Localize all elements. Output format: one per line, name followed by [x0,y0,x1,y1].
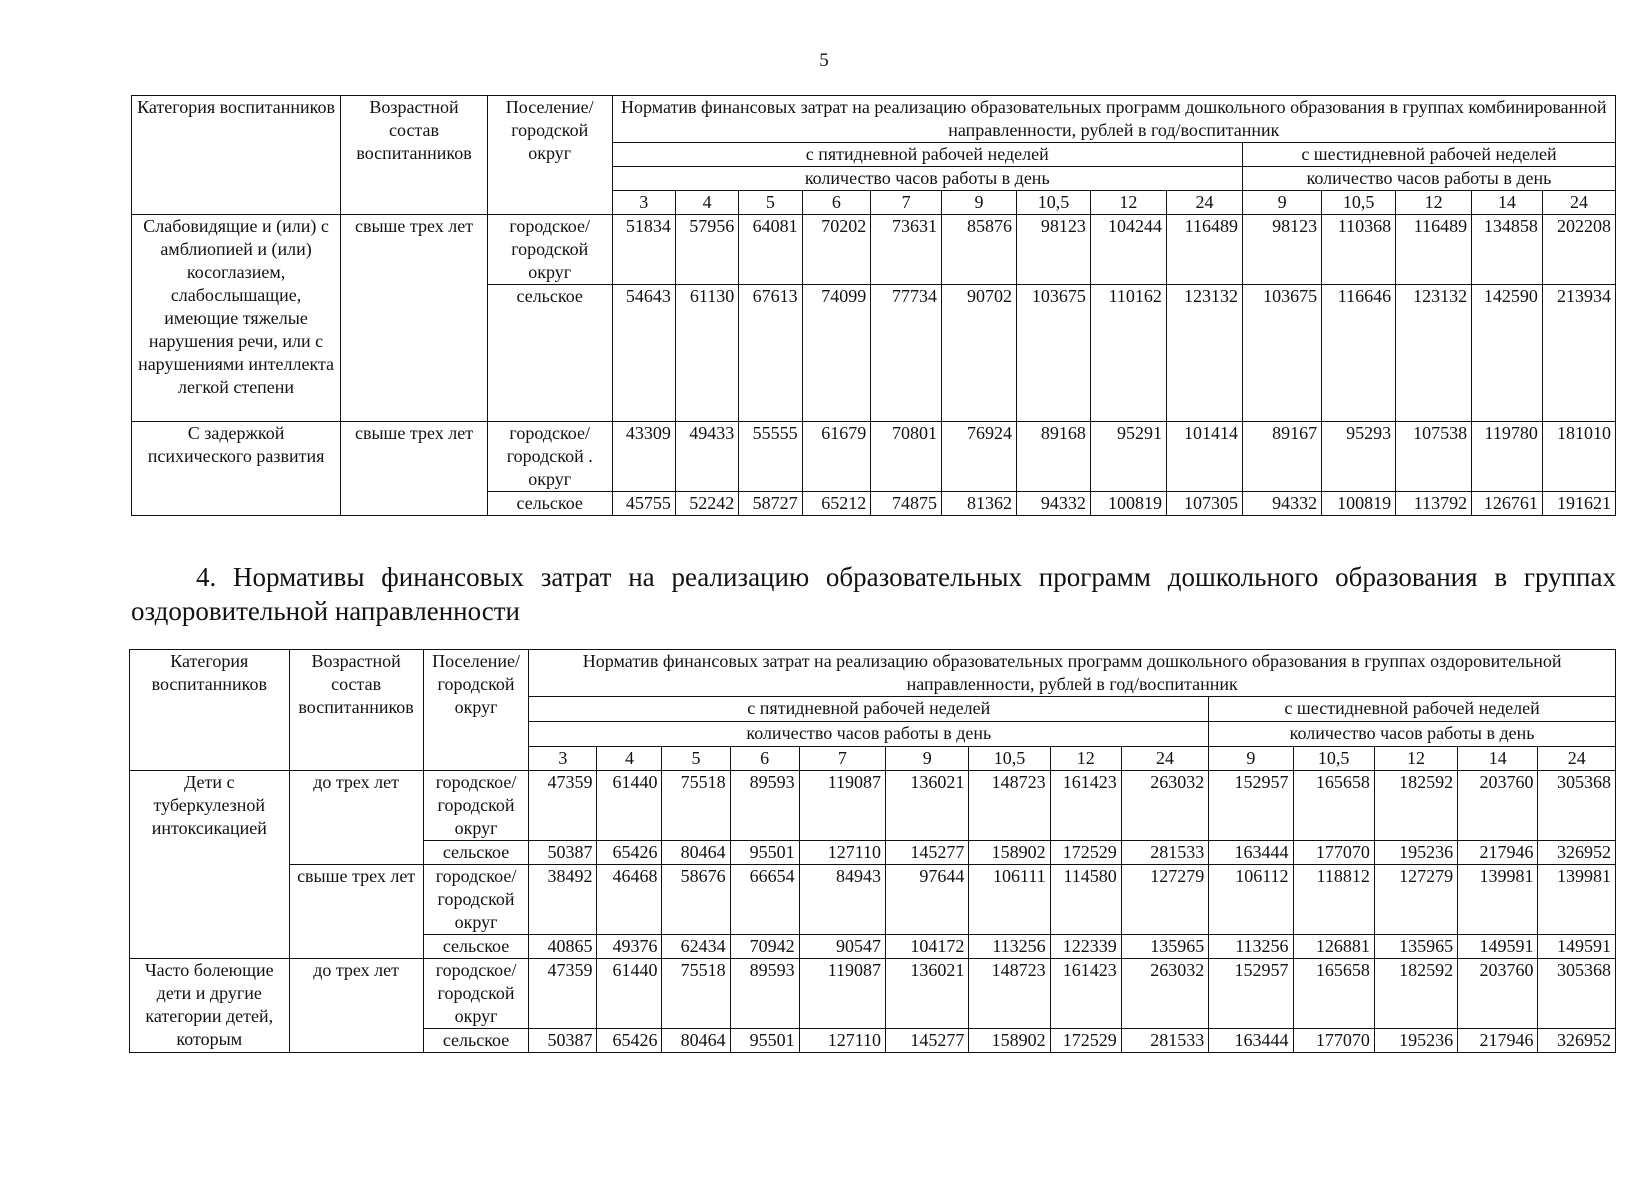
table-row [132,215,1616,285]
value-cell: 61679 [802,422,871,492]
value-cell: 217946 [1458,1029,1538,1053]
age-cell: до трех лет [289,771,423,865]
header-hour: 5 [662,747,730,771]
value-cell: 75518 [662,959,730,1029]
header-hour: 14 [1472,191,1543,215]
age-cell: свыше трех лет [341,422,488,516]
value-cell: 177070 [1293,841,1374,865]
value-cell: 177070 [1293,1029,1374,1053]
age-cell: свыше трех лет [289,865,423,959]
value-cell: 326952 [1538,841,1616,865]
value-cell: 74875 [871,492,942,516]
value-cell: 110368 [1322,215,1396,285]
value-cell: 57956 [675,215,738,285]
header-main: Норматив финансовых затрат на реализацию образовательных программ дошкольного образования в группах комбинированной направленности, рублей в год/воспитанник [612,96,1615,143]
value-cell: 104172 [886,935,969,959]
value-cell: 126761 [1472,492,1543,516]
value-cell: 61440 [597,959,662,1029]
header-five-day: с пятидневной рабочей неделей [612,143,1242,167]
value-cell: 47359 [529,959,597,1029]
table-row [130,959,1616,1029]
value-cell: 45755 [612,492,675,516]
settlement-cell: сельское [423,841,529,865]
header-hour: 12 [1396,191,1472,215]
header-hours-six: количество часов работы в день [1209,722,1616,747]
value-cell: 136021 [886,771,969,841]
value-cell: 203760 [1458,959,1538,1029]
value-cell: 127279 [1374,865,1457,935]
value-cell: 139981 [1538,865,1616,935]
settlement-cell: сельское [423,1029,529,1053]
value-cell: 75518 [662,771,730,841]
table-row [130,771,1616,841]
value-cell: 191621 [1542,492,1615,516]
value-cell: 104244 [1090,215,1166,285]
value-cell: 95293 [1322,422,1396,492]
age-cell: свыше трех лет [341,215,488,422]
value-cell: 118812 [1293,865,1374,935]
value-cell: 85876 [942,215,1017,285]
settlement-cell: городское/ городской округ [423,959,529,1029]
value-cell: 81362 [942,492,1017,516]
value-cell: 50387 [529,1029,597,1053]
value-cell: 163444 [1209,1029,1293,1053]
value-cell: 148723 [969,771,1050,841]
value-cell: 80464 [662,1029,730,1053]
header-hour: 24 [1166,191,1242,215]
value-cell: 326952 [1538,1029,1616,1053]
value-cell: 97644 [886,865,969,935]
settlement-cell: городское/ городской округ [423,771,529,841]
value-cell: 47359 [529,771,597,841]
table-health-orientation [129,649,1616,1053]
value-cell: 107538 [1396,422,1472,492]
header-hours-five: количество часов работы в день [612,167,1242,191]
value-cell: 61440 [597,771,662,841]
age-cell: до трех лет [289,959,423,1053]
value-cell: 98123 [1242,215,1321,285]
value-cell: 94332 [1242,492,1321,516]
header-hour: 14 [1458,747,1538,771]
value-cell: 95501 [730,1029,799,1053]
value-cell: 145277 [886,841,969,865]
value-cell: 106111 [969,865,1050,935]
value-cell: 101414 [1166,422,1242,492]
page-number: 5 [819,50,829,71]
settlement-cell: сельское [487,285,612,422]
value-cell: 50387 [529,841,597,865]
value-cell: 64081 [739,215,802,285]
value-cell: 49433 [675,422,738,492]
settlement-cell: городское/ городской округ [487,215,612,285]
header-hour: 6 [802,191,871,215]
value-cell: 80464 [662,841,730,865]
value-cell: 100819 [1090,492,1166,516]
table-row [132,422,1616,492]
value-cell: 172529 [1050,841,1121,865]
value-cell: 149591 [1458,935,1538,959]
header-hour: 9 [1242,191,1321,215]
value-cell: 123132 [1396,285,1472,422]
value-cell: 43309 [612,422,675,492]
value-cell: 119087 [799,959,885,1029]
settlement-cell: сельское [423,935,529,959]
value-cell: 158902 [969,841,1050,865]
value-cell: 181010 [1542,422,1615,492]
header-hour: 10,5 [969,747,1050,771]
value-cell: 58676 [662,865,730,935]
header-main: Норматив финансовых затрат на реализацию образовательных программ дошкольного образования в группах оздоровительной направленности, рублей в год/воспитанник [529,650,1616,697]
value-cell: 98123 [1016,215,1090,285]
value-cell: 103675 [1242,285,1321,422]
value-cell: 65426 [597,841,662,865]
value-cell: 135965 [1374,935,1457,959]
header-hour: 4 [597,747,662,771]
value-cell: 152957 [1209,771,1293,841]
value-cell: 38492 [529,865,597,935]
settlement-cell: сельское [487,492,612,516]
value-cell: 263032 [1121,959,1208,1029]
value-cell: 107305 [1166,492,1242,516]
value-cell: 40865 [529,935,597,959]
value-cell: 52242 [675,492,738,516]
value-cell: 103675 [1016,285,1090,422]
value-cell: 116646 [1322,285,1396,422]
value-cell: 163444 [1209,841,1293,865]
value-cell: 114580 [1050,865,1121,935]
value-cell: 182592 [1374,771,1457,841]
section-4-heading-text: 4. Нормативы финансовых затрат на реализацию образовательных программ дошкольного образования в группах оздоровительной направленности [131,562,1616,626]
value-cell: 263032 [1121,771,1208,841]
value-cell: 116489 [1396,215,1472,285]
category-cell: Слабовидящие и (или) с амблиопией и (или) косоглазием, слабослышащие, имеющие тяжелые нарушения речи, или с нарушениями интеллекта легкой степени [132,215,341,422]
value-cell: 113256 [1209,935,1293,959]
value-cell: 90702 [942,285,1017,422]
header-hour: 7 [871,191,942,215]
value-cell: 203760 [1458,771,1538,841]
value-cell: 74099 [802,285,871,422]
value-cell: 65426 [597,1029,662,1053]
header-hour: 12 [1090,191,1166,215]
value-cell: 113256 [969,935,1050,959]
header-six-day: с шестидневной рабочей неделей [1209,697,1616,722]
value-cell: 123132 [1166,285,1242,422]
header-row [132,96,1616,143]
value-cell: 73631 [871,215,942,285]
header-hours-six: количество часов работы в день [1242,167,1615,191]
value-cell: 77734 [871,285,942,422]
value-cell: 106112 [1209,865,1293,935]
value-cell: 127279 [1121,865,1208,935]
table-row [130,865,1616,935]
header-hour: 7 [799,747,885,771]
header-hour: 24 [1538,747,1616,771]
header-hour: 3 [612,191,675,215]
header-hour: 9 [1209,747,1293,771]
category-cell: Дети с туберкулезной интоксикацией [130,771,290,959]
value-cell: 127110 [799,841,885,865]
category-cell: Часто болеющие дети и другие категории детей, которым [130,959,290,1053]
settlement-cell: городское/ городской округ [423,865,529,935]
header-six-day: с шестидневной рабочей неделей [1242,143,1615,167]
table-combined-orientation [131,95,1616,516]
value-cell: 65212 [802,492,871,516]
value-cell: 148723 [969,959,1050,1029]
value-cell: 89167 [1242,422,1321,492]
value-cell: 152957 [1209,959,1293,1029]
value-cell: 217946 [1458,841,1538,865]
value-cell: 113792 [1396,492,1472,516]
category-cell: С задержкой психического развития [132,422,341,516]
value-cell: 70801 [871,422,942,492]
value-cell: 66654 [730,865,799,935]
header-row [130,650,1616,697]
value-cell: 119780 [1472,422,1543,492]
header-hour: 9 [942,191,1017,215]
value-cell: 195236 [1374,1029,1457,1053]
value-cell: 119087 [799,771,885,841]
header-hour: 6 [730,747,799,771]
value-cell: 89593 [730,959,799,1029]
header-hour: 4 [675,191,738,215]
value-cell: 202208 [1542,215,1615,285]
value-cell: 135965 [1121,935,1208,959]
header-settlement: Поселение/ городской округ [423,650,529,771]
header-settlement: Поселение/ городской округ [487,96,612,215]
header-age: Возрастной состав воспитанников [341,96,488,215]
value-cell: 161423 [1050,771,1121,841]
value-cell: 46468 [597,865,662,935]
value-cell: 76924 [942,422,1017,492]
settlement-cell: городское/ городской . округ [487,422,612,492]
value-cell: 142590 [1472,285,1543,422]
header-hour: 10,5 [1016,191,1090,215]
value-cell: 55555 [739,422,802,492]
value-cell: 70942 [730,935,799,959]
value-cell: 62434 [662,935,730,959]
value-cell: 305368 [1538,771,1616,841]
value-cell: 165658 [1293,959,1374,1029]
value-cell: 95501 [730,841,799,865]
header-category: Категория воспитанников [130,650,290,771]
header-hours-five: количество часов работы в день [529,722,1209,747]
value-cell: 161423 [1050,959,1121,1029]
value-cell: 70202 [802,215,871,285]
value-cell: 61130 [675,285,738,422]
header-hour: 12 [1374,747,1457,771]
value-cell: 182592 [1374,959,1457,1029]
value-cell: 84943 [799,865,885,935]
header-age: Возрастной состав воспитанников [289,650,423,771]
value-cell: 149591 [1538,935,1616,959]
header-hour: 24 [1121,747,1208,771]
value-cell: 94332 [1016,492,1090,516]
value-cell: 172529 [1050,1029,1121,1053]
value-cell: 58727 [739,492,802,516]
value-cell: 89168 [1016,422,1090,492]
value-cell: 100819 [1322,492,1396,516]
value-cell: 110162 [1090,285,1166,422]
value-cell: 90547 [799,935,885,959]
value-cell: 67613 [739,285,802,422]
value-cell: 145277 [886,1029,969,1053]
value-cell: 213934 [1542,285,1615,422]
header-category: Категория воспитанников [132,96,341,215]
value-cell: 116489 [1166,215,1242,285]
value-cell: 89593 [730,771,799,841]
value-cell: 54643 [612,285,675,422]
header-hour: 5 [739,191,802,215]
value-cell: 139981 [1458,865,1538,935]
value-cell: 158902 [969,1029,1050,1053]
value-cell: 134858 [1472,215,1543,285]
value-cell: 281533 [1121,1029,1208,1053]
value-cell: 136021 [886,959,969,1029]
value-cell: 195236 [1374,841,1457,865]
header-hour: 12 [1050,747,1121,771]
value-cell: 95291 [1090,422,1166,492]
header-five-day: с пятидневной рабочей неделей [529,697,1209,722]
value-cell: 165658 [1293,771,1374,841]
value-cell: 305368 [1538,959,1616,1029]
header-hour: 10,5 [1322,191,1396,215]
value-cell: 281533 [1121,841,1208,865]
header-hour: 10,5 [1293,747,1374,771]
header-hour: 9 [886,747,969,771]
value-cell: 51834 [612,215,675,285]
value-cell: 126881 [1293,935,1374,959]
value-cell: 49376 [597,935,662,959]
header-hour: 3 [529,747,597,771]
header-hour: 24 [1542,191,1615,215]
section-4-heading [131,560,1616,628]
value-cell: 122339 [1050,935,1121,959]
value-cell: 127110 [799,1029,885,1053]
